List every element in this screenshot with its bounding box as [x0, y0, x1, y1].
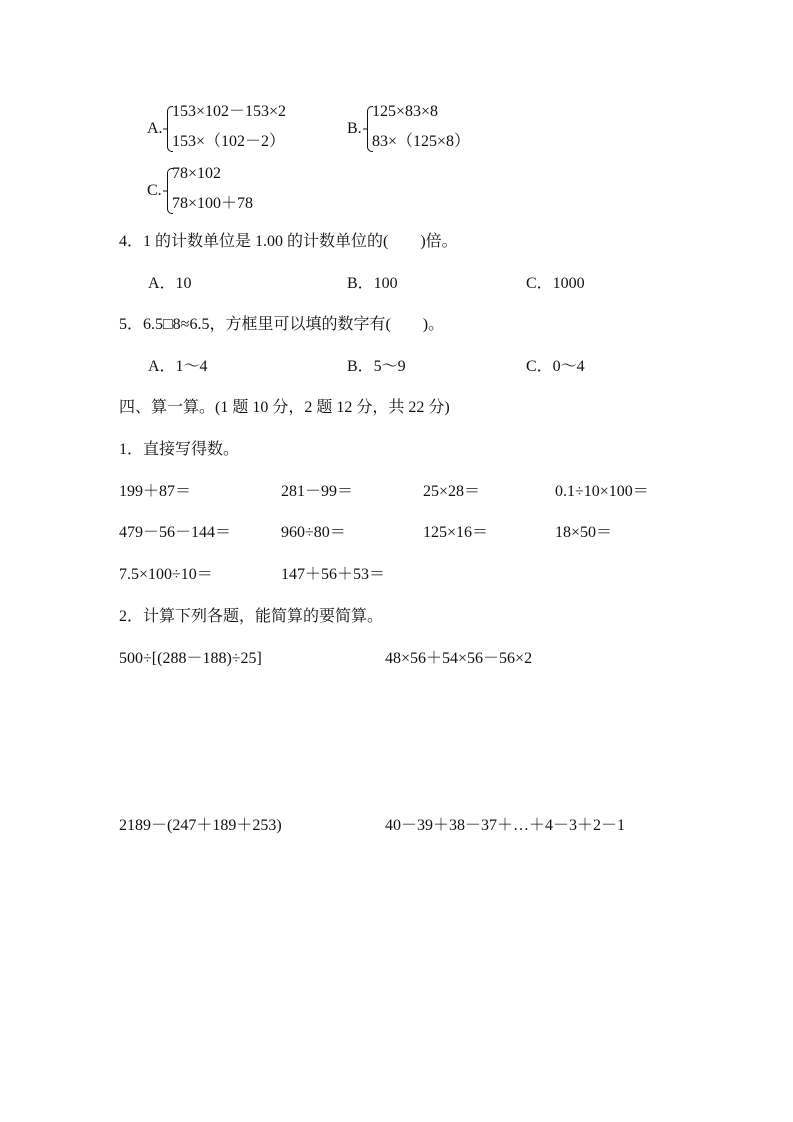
section-title: 四、算一算。(1 题 10 分，2 题 12 分，共 22 分) — [119, 399, 450, 416]
calc-problem: 40－39＋38－37＋…＋4－3＋2－1 — [385, 817, 626, 834]
mental-calc-item: 199＋87＝ — [119, 483, 192, 500]
mental-calc-item: 479－56－144＝ — [119, 524, 232, 541]
calc-problem: 2189－(247＋189＋253) — [119, 817, 282, 834]
part1-title: 1．直接写得数。 — [119, 441, 240, 458]
calc-problem: 500÷[(288－188)÷25] — [119, 650, 262, 667]
mental-calc-item: 25×28＝ — [423, 483, 481, 500]
q5-option-c: C．0～4 — [526, 358, 585, 375]
mental-calc-item: 147＋56＋53＝ — [281, 566, 386, 583]
expression: 153×（102－2） — [172, 133, 286, 150]
q4-question: 4．1 的计数单位是 1.00 的计数单位的( )倍。 — [119, 233, 458, 250]
mental-calc-item: 18×50＝ — [555, 524, 613, 541]
mental-calc-item: 7.5×100÷10＝ — [119, 566, 213, 583]
expression: 78×102 — [172, 165, 222, 182]
mental-calc-item: 0.1÷10×100＝ — [555, 483, 649, 500]
q5-question: 5．6.5□8≈6.5，方框里可以填的数字有( )。 — [119, 316, 445, 333]
option-label: C. — [147, 182, 162, 199]
q4-option-b: B．100 — [347, 275, 398, 292]
q4-option-c: C．1000 — [526, 275, 585, 292]
mental-calc-item: 960÷80＝ — [281, 524, 346, 541]
expression: 78×100＋78 — [172, 195, 254, 212]
expression: 83×（125×8） — [372, 133, 471, 150]
expression: 153×102－153×2 — [172, 103, 287, 120]
mental-calc-item: 281－99＝ — [281, 483, 354, 500]
q5-option-a: A．1～4 — [148, 358, 208, 375]
mental-calc-item: 125×16＝ — [423, 524, 489, 541]
q4-option-a: A．10 — [148, 275, 192, 292]
q5-option-b: B．5～9 — [347, 358, 406, 375]
part2-title: 2．计算下列各题，能简算的要简算。 — [119, 608, 384, 625]
option-label: A. — [147, 120, 163, 137]
calc-problem: 48×56＋54×56－56×2 — [385, 650, 533, 667]
option-label: B. — [347, 120, 362, 137]
expression: 125×83×8 — [372, 103, 439, 120]
